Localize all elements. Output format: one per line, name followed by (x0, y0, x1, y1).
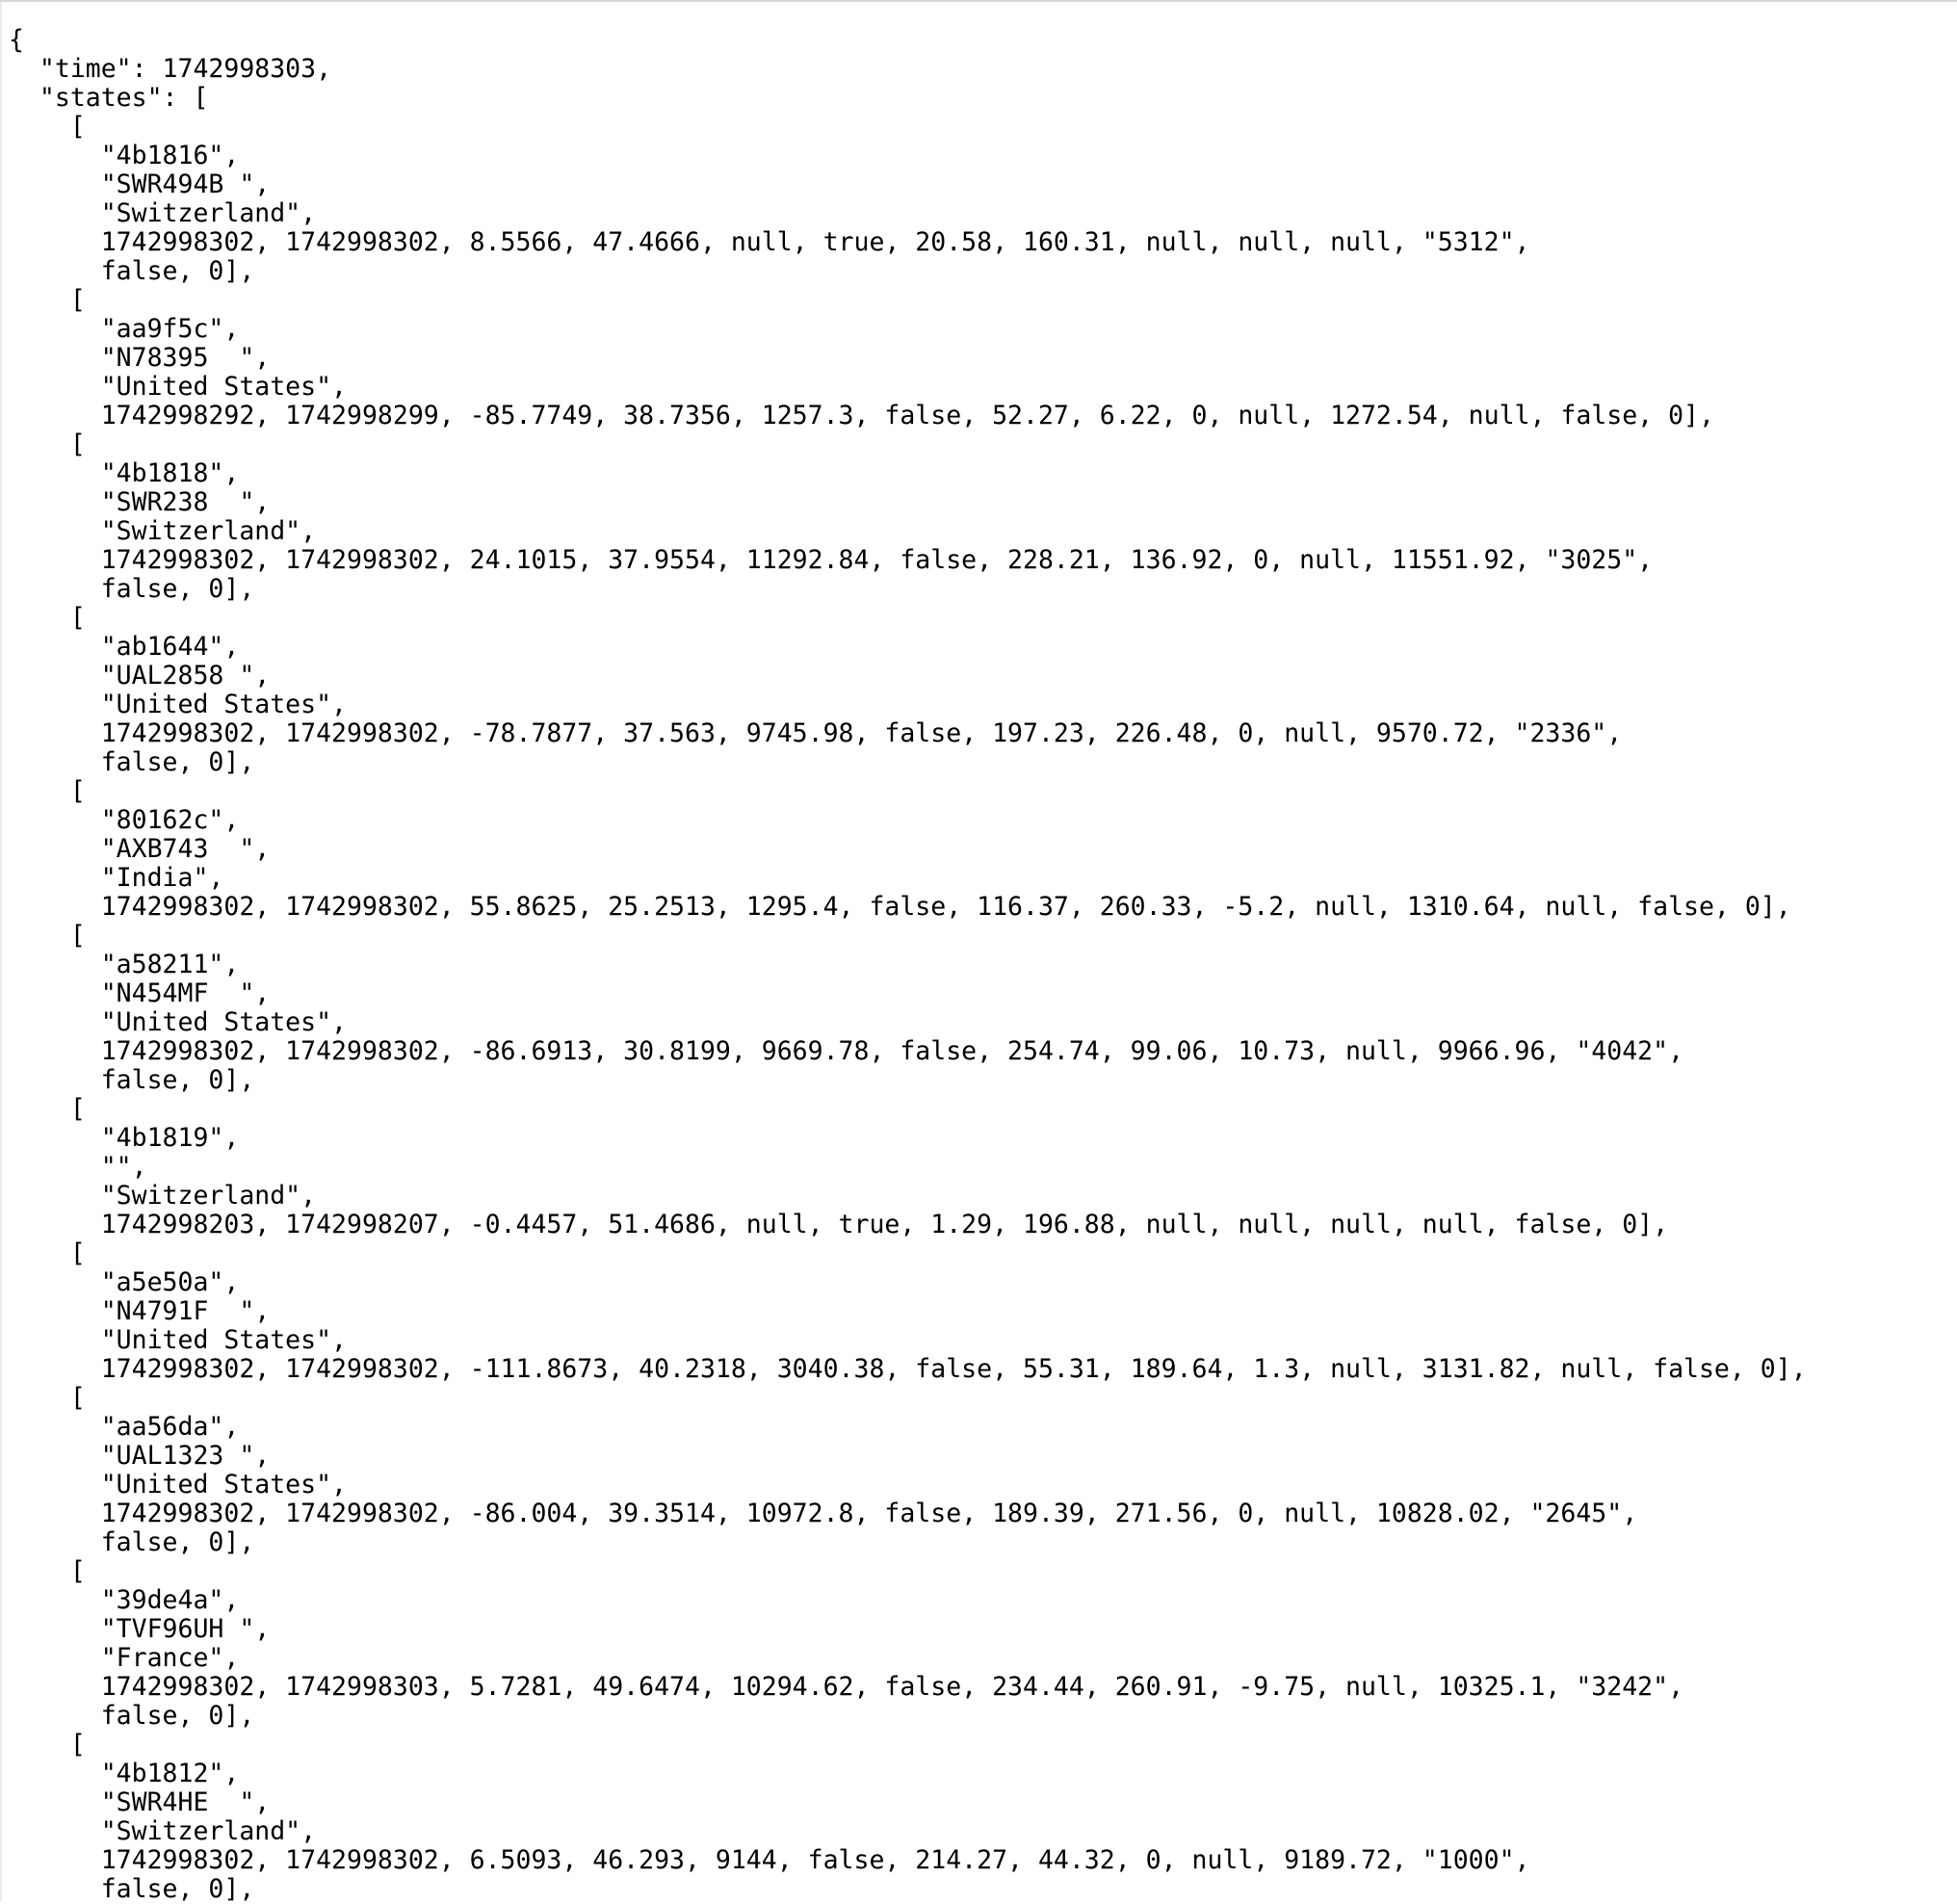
json-text-line: 1742998292, 1742998299, -85.7749, 38.7356, 1257.3, false, 52.27, 6.22, 0, null, 1272.54, null, false, 0], (9, 401, 1714, 430)
json-text-line: "ab1644", (9, 632, 240, 662)
json-text-line: "80162c", (9, 805, 240, 835)
json-text-line: "India", (9, 863, 224, 893)
json-text-line: [ (9, 430, 86, 459)
json-text-line: 1742998302, 1742998302, -78.7877, 37.563, 9745.98, false, 197.23, 226.48, 0, null, 9570.72, "2336", (9, 718, 1623, 748)
json-text-line: "aa9f5c", (9, 314, 240, 344)
json-text-line: "N454MF ", (9, 978, 271, 1008)
json-text-line: 1742998302, 1742998302, -86.004, 39.3514, 10972.8, false, 189.39, 271.56, 0, null, 10828.02, "2645", (9, 1499, 1638, 1528)
json-text-line: "SWR494B ", (9, 170, 271, 199)
json-text-line: "N78395 ", (9, 343, 271, 373)
json-text-line: [ (9, 1239, 86, 1268)
json-text-line: [ (9, 603, 86, 633)
json-text-line: "United States", (9, 690, 347, 719)
json-text-line: 1742998302, 1742998302, 8.5566, 47.4666, null, true, 20.58, 160.31, null, null, null, "5312", (9, 227, 1530, 257)
json-text-line: "a5e50a", (9, 1267, 240, 1297)
json-text-line: "Switzerland", (9, 516, 317, 546)
json-text-line: [ (9, 112, 86, 142)
json-text-line: "39de4a", (9, 1585, 240, 1615)
json-text-line: "United States", (9, 1007, 347, 1037)
json-text-line: "N4791F ", (9, 1296, 271, 1326)
json-text-line: "4b1812", (9, 1759, 240, 1788)
json-text-line: false, 0], (9, 747, 255, 777)
json-text-line: 1742998302, 1742998302, 55.8625, 25.2513, 1295.4, false, 116.37, 260.33, -5.2, null, 1310.64, null, false, 0], (9, 892, 1791, 922)
json-text-line: "4b1819", (9, 1123, 240, 1153)
json-text-line: [ (9, 1383, 86, 1413)
json-text-line: false, 0], (9, 574, 255, 604)
json-text-line: "SWR238 ", (9, 487, 271, 517)
json-text-line: "4b1818", (9, 458, 240, 488)
json-text-line: [ (9, 921, 86, 951)
json-text-line: [ (9, 1094, 86, 1124)
json-text-line: "United States", (9, 1470, 347, 1500)
json-text-line: [ (9, 776, 86, 806)
json-text-line: 1742998302, 1742998303, 5.7281, 49.6474, 10294.62, false, 234.44, 260.91, -9.75, null, 10325.1, "3242", (9, 1672, 1684, 1702)
json-text-line: false, 0], (9, 1527, 255, 1557)
json-text-line: 1742998302, 1742998302, -86.6913, 30.8199, 9669.78, false, 254.74, 99.06, 10.73, null, 9966.96, "4042", (9, 1036, 1684, 1066)
json-text-line: [ (9, 1730, 86, 1760)
json-text-line: 1742998302, 1742998302, 6.5093, 46.293, 9144, false, 214.27, 44.32, 0, null, 9189.72, "1000", (9, 1845, 1530, 1875)
json-text-line: { (9, 25, 24, 55)
json-text-line: "United States", (9, 1325, 347, 1355)
json-text-line: "4b1816", (9, 141, 240, 170)
json-text-line: 1742998302, 1742998302, 24.1015, 37.9554, 11292.84, false, 228.21, 136.92, 0, null, 11551.92, "3025", (9, 545, 1654, 575)
json-text-line: false, 0], (9, 1065, 255, 1095)
json-text-line: "AXB743 ", (9, 834, 271, 864)
json-text-line: "UAL2858 ", (9, 661, 271, 691)
json-text-line: "Switzerland", (9, 198, 317, 228)
json-text-line: "UAL1323 ", (9, 1441, 271, 1471)
json-text-line: "time": 1742998303, (9, 54, 332, 84)
json-text-line: "aa56da", (9, 1412, 240, 1442)
json-raw-text-view[interactable] (9, 26, 1944, 1904)
json-text-line: "a58211", (9, 950, 240, 979)
json-text-line: [ (9, 1556, 86, 1586)
json-text-line: "United States", (9, 372, 347, 402)
json-text-line: false, 0], (9, 1874, 255, 1904)
json-text-line: 1742998302, 1742998302, -111.8673, 40.2318, 3040.38, false, 55.31, 189.64, 1.3, null, 3131.82, null, false, 0], (9, 1354, 1807, 1384)
json-text-line: "Switzerland", (9, 1181, 317, 1211)
viewer-left-border (0, 2, 2, 1901)
json-text-line: false, 0], (9, 256, 255, 286)
json-text-line: "states": [ (9, 83, 209, 113)
json-text-line: false, 0], (9, 1701, 255, 1731)
json-text-line: "France", (9, 1643, 240, 1673)
json-text-line: "SWR4HE ", (9, 1787, 271, 1817)
json-text-line: "TVF96UH ", (9, 1614, 271, 1644)
json-text-line: 1742998203, 1742998207, -0.4457, 51.4686, null, true, 1.29, 196.88, null, null, null, null, false, 0], (9, 1210, 1669, 1239)
json-text-line: "", (9, 1152, 147, 1182)
viewer-top-border (0, 0, 1957, 2)
json-text-line: "Switzerland", (9, 1816, 317, 1846)
json-text-line: [ (9, 285, 86, 315)
